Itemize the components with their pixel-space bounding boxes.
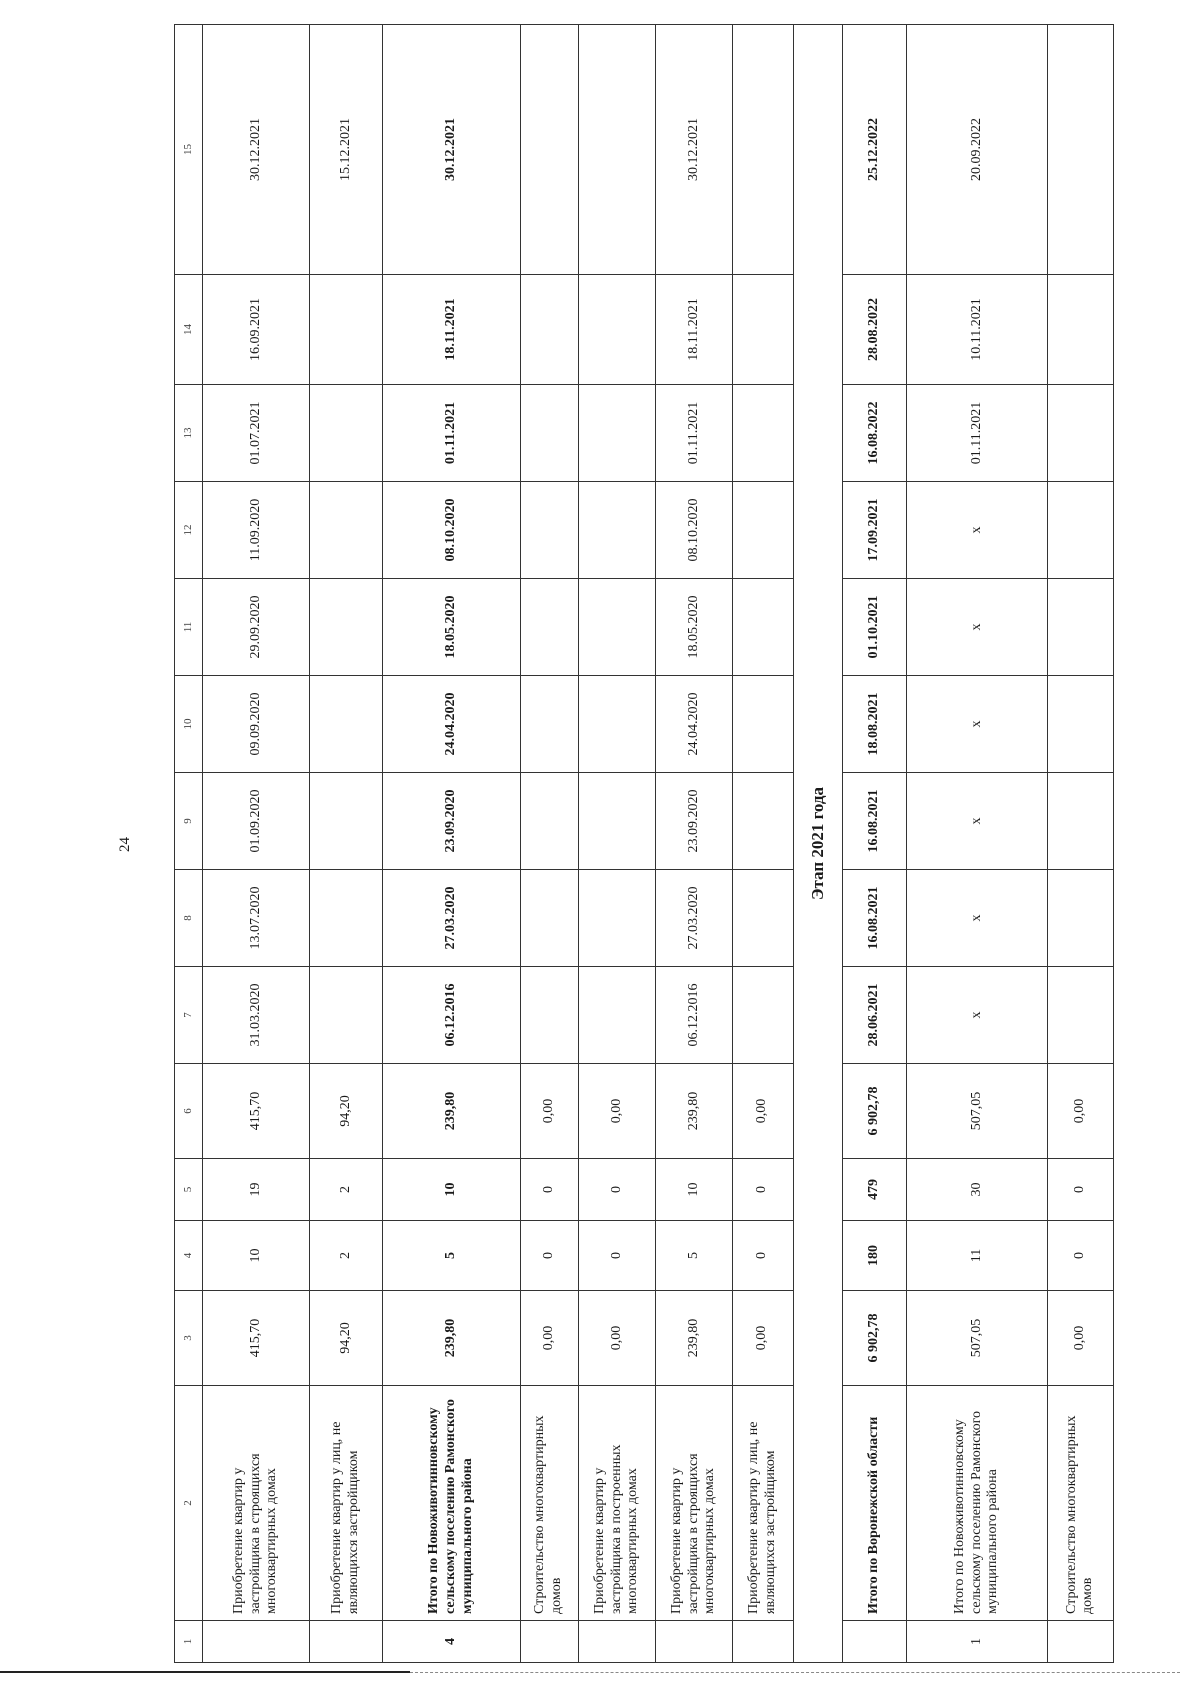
table-cell [578,1621,655,1663]
table-cell: 0,00 [733,1291,794,1386]
table-cell: 0,00 [520,1064,578,1159]
table-cell: x [906,870,1047,967]
table-cell: 0,00 [733,1064,794,1159]
table-cell [520,25,578,275]
program-schedule-table [174,24,1114,1663]
table-cell: 25.12.2022 [843,25,907,275]
table-cell: 6 902,78 [843,1291,907,1386]
column-number-header: 6 [175,1064,203,1159]
table-cell: 10.11.2021 [906,275,1047,385]
table-cell: 18.05.2020 [383,579,521,676]
table-cell: 2 [310,1221,383,1291]
table-cell: 0,00 [578,1064,655,1159]
bottom-rule [0,1671,410,1673]
table-cell [733,676,794,773]
table-cell: 239,80 [656,1064,733,1159]
table-cell: 09.09.2020 [202,676,310,773]
table-cell: 15.12.2021 [310,25,383,275]
table-cell [1047,1621,1113,1663]
table-cell [1047,676,1113,773]
header-row [175,25,203,1663]
table-cell [1047,870,1113,967]
table-cell [1047,773,1113,870]
table-cell [578,773,655,870]
column-number-header: 11 [175,579,203,676]
table-cell [310,773,383,870]
column-number-header: 9 [175,773,203,870]
stage-label: Этап 2021 года [793,25,843,1663]
table-cell: 24.04.2020 [656,676,733,773]
table-cell: 08.10.2020 [383,482,521,579]
table-cell: 28.06.2021 [843,967,907,1064]
table-cell: x [906,482,1047,579]
table-cell [520,275,578,385]
table-cell: 16.08.2021 [843,870,907,967]
page-number: 24 [117,837,133,852]
table-cell: 94,20 [310,1064,383,1159]
rotated-table-sheet [174,25,1114,1663]
column-number-header: 13 [175,385,203,482]
table-cell [202,1621,310,1663]
table-cell: 239,80 [656,1291,733,1386]
table-cell [310,967,383,1064]
table-cell: 24.04.2020 [383,676,521,773]
table-cell: 01.11.2021 [656,385,733,482]
table-cell [656,1621,733,1663]
table-row [843,25,907,1663]
table-cell [520,482,578,579]
table-cell: 180 [843,1221,907,1291]
table-cell: 27.03.2020 [656,870,733,967]
table-row [656,25,733,1663]
table-cell [733,967,794,1064]
table-row [906,25,1047,1663]
table-cell: 01.07.2021 [202,385,310,482]
column-number-header: 14 [175,275,203,385]
table-cell [1047,385,1113,482]
table-cell: 415,70 [202,1064,310,1159]
table-cell: Итого по Новоживотинновскому сельскому поселению Рамонского муниципального района [383,1386,521,1621]
table-cell: x [906,579,1047,676]
table-cell: 6 902,78 [843,1064,907,1159]
table-row [733,25,794,1663]
table-cell: 18.11.2021 [656,275,733,385]
table-cell: 0 [1047,1159,1113,1221]
table-cell [733,773,794,870]
table-cell: 0 [578,1159,655,1221]
table-cell: 4 [383,1621,521,1663]
table-cell: 10 [656,1159,733,1221]
table-cell [1047,275,1113,385]
table-cell [733,579,794,676]
table-cell: 30.12.2021 [383,25,521,275]
column-number-header: 1 [175,1621,203,1663]
column-number-header: 4 [175,1221,203,1291]
table-cell: 94,20 [310,1291,383,1386]
table-row [578,25,655,1663]
column-number-header: 5 [175,1159,203,1221]
table-cell: 507,05 [906,1064,1047,1159]
table-cell: 239,80 [383,1291,521,1386]
table-cell [520,870,578,967]
table-cell: Итого по Новоживотинновскому сельскому поселению Рамонского муниципального района [906,1386,1047,1621]
table-cell [1047,967,1113,1064]
table-cell [733,385,794,482]
table-cell: 479 [843,1159,907,1221]
table-cell: 0 [520,1221,578,1291]
table-cell [733,482,794,579]
table-cell [1047,579,1113,676]
table-cell: Приобретение квартир у застройщика в строящихся многоквартирных домах [656,1386,733,1621]
table-cell [520,773,578,870]
column-number-header: 12 [175,482,203,579]
table-cell: 0 [733,1221,794,1291]
table-cell: Приобретение квартир у застройщика в построенных многоквартирных домах [578,1386,655,1621]
table-row [1047,25,1113,1663]
table-cell [310,870,383,967]
table-cell: 16.09.2021 [202,275,310,385]
table-row [520,25,578,1663]
table-cell: 30.12.2021 [202,25,310,275]
table-cell: 0 [733,1159,794,1221]
table-cell [310,482,383,579]
table-cell: 11.09.2020 [202,482,310,579]
table-cell: 01.10.2021 [843,579,907,676]
table-cell: Строительство многоквартирных домов [520,1386,578,1621]
table-cell: 30 [906,1159,1047,1221]
table-cell [733,275,794,385]
table-cell: 16.08.2021 [843,773,907,870]
column-number-header: 7 [175,967,203,1064]
table-cell [1047,25,1113,275]
table-cell [578,482,655,579]
table-cell: 0 [1047,1221,1113,1291]
table-cell: 30.12.2021 [656,25,733,275]
table-cell [520,579,578,676]
table-cell: 20.09.2022 [906,25,1047,275]
table-cell [520,385,578,482]
table-cell: 06.12.2016 [383,967,521,1064]
table-cell: x [906,676,1047,773]
table-cell: 5 [656,1221,733,1291]
table-cell [578,579,655,676]
table-cell: Приобретение квартир у лиц, не являющихся застройщиком [310,1386,383,1621]
table-cell: 10 [383,1159,521,1221]
table-cell: 01.09.2020 [202,773,310,870]
column-number-header: 2 [175,1386,203,1621]
column-number-header: 15 [175,25,203,275]
table-cell [733,25,794,275]
table-cell: 17.09.2021 [843,482,907,579]
bottom-dashed-rule [410,1672,1180,1673]
table-cell: 01.11.2021 [906,385,1047,482]
table-row [202,25,310,1663]
table-cell [310,385,383,482]
table-cell: 18.08.2021 [843,676,907,773]
table-cell: Приобретение квартир у застройщика в строящихся многоквартирных домах [202,1386,310,1621]
table-cell: 01.11.2021 [383,385,521,482]
table-cell [578,275,655,385]
table-cell: Строительство многоквартирных домов [1047,1386,1113,1621]
table-cell [578,385,655,482]
table-cell: 10 [202,1221,310,1291]
table-cell [578,676,655,773]
table-row [310,25,383,1663]
table-cell: Приобретение квартир у лиц, не являющихся застройщиком [733,1386,794,1621]
table-row [383,25,521,1663]
column-number-header: 8 [175,870,203,967]
table-cell: 18.05.2020 [656,579,733,676]
table-cell: Итого по Воронежской области [843,1386,907,1621]
table-cell: x [906,773,1047,870]
table-cell [578,967,655,1064]
table-cell: 0 [520,1159,578,1221]
table-cell [310,579,383,676]
table-cell: 239,80 [383,1064,521,1159]
table-cell: 1 [906,1621,1047,1663]
table-cell: 11 [906,1221,1047,1291]
table-cell: 31.03.2020 [202,967,310,1064]
column-number-header: 3 [175,1291,203,1386]
table-cell [310,275,383,385]
table-cell [733,1621,794,1663]
table-cell [520,967,578,1064]
table-cell [520,1621,578,1663]
table-cell [578,25,655,275]
table-cell: 0,00 [1047,1064,1113,1159]
table-cell: 28.08.2022 [843,275,907,385]
table-cell: 507,05 [906,1291,1047,1386]
table-cell [310,676,383,773]
table-cell: 27.03.2020 [383,870,521,967]
table-cell: 06.12.2016 [656,967,733,1064]
table-cell: 19 [202,1159,310,1221]
table-cell: 23.09.2020 [383,773,521,870]
table-body [175,25,1114,1663]
table-cell: 23.09.2020 [656,773,733,870]
table-cell [733,870,794,967]
table-cell: 16.08.2022 [843,385,907,482]
table-cell [1047,482,1113,579]
table-cell [843,1621,907,1663]
table-cell: 18.11.2021 [383,275,521,385]
table-cell [310,1621,383,1663]
table-cell: 2 [310,1159,383,1221]
table-cell: 0,00 [1047,1291,1113,1386]
table-cell: 08.10.2020 [656,482,733,579]
table-cell: 0,00 [520,1291,578,1386]
table-cell: 29.09.2020 [202,579,310,676]
table-cell: 13.07.2020 [202,870,310,967]
table-cell [520,676,578,773]
stage-row [793,25,843,1663]
table-cell: x [906,967,1047,1064]
table-cell: 0,00 [578,1291,655,1386]
table-cell [578,870,655,967]
column-number-header: 10 [175,676,203,773]
table-cell: 5 [383,1221,521,1291]
table-cell: 415,70 [202,1291,310,1386]
table-cell: 0 [578,1221,655,1291]
